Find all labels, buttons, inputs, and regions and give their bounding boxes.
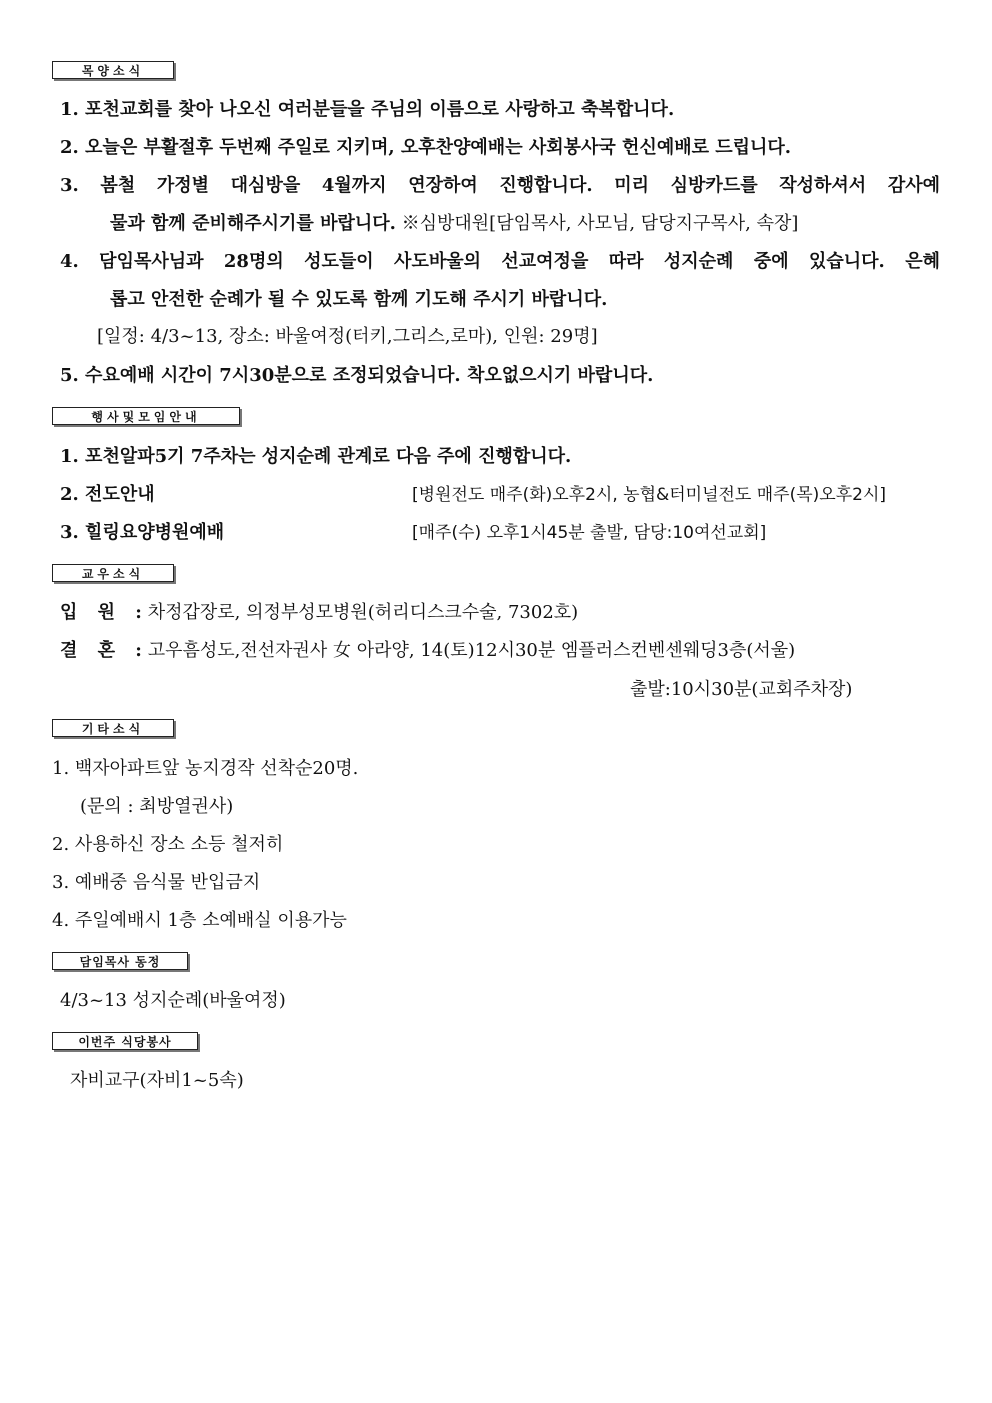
etc-item-1: 1. 백자아파트앞 농지경작 선착순20명. bbox=[52, 758, 359, 779]
pastoral-item-2: 2. 오늘은 부활절후 두번째 주일로 지키며, 오후찬양예배는 사회봉사국 헌신예배로 드립니다. bbox=[60, 137, 792, 158]
pastoral-item-3-cont-text: 물과 함께 준비해주시기를 바랍니다. bbox=[110, 213, 396, 234]
events-item-2-detail: [병원전도 매주(화)오후2시, 농협&터미널전도 매주(목)오후2시] bbox=[412, 485, 887, 505]
members-wedding bbox=[60, 638, 795, 664]
pastoral-item-3: 3. 봄철 가정별 대심방을 4월까지 연장하여 진행합니다. 미리 심방카드를 작성하셔서 감사예 bbox=[60, 175, 940, 196]
pastoral-item-4-schedule: [일정: 4/3~13, 장소: 바울여정(터키,그리스,로마), 인원: 29명] bbox=[97, 326, 598, 347]
pastoral-item-3-note: ※심방대원[담임목사, 사모님, 담당지구목사, 속장] bbox=[401, 213, 799, 234]
section-header-etc: 기타소식 bbox=[52, 719, 174, 737]
etc-item-3: 3. 예배중 음식물 반입금지 bbox=[52, 872, 261, 893]
events-item-1: 1. 포천알파5기 7주차는 성지순례 관계로 다음 주에 진행합니다. bbox=[60, 446, 572, 467]
pastoral-item-1: 1. 포천교회를 찾아 나오신 여러분들을 주님의 이름으로 사랑하고 축복합니다. bbox=[60, 99, 675, 120]
events-item-3-detail: [매주(수) 오후1시45분 출발, 담당:10여선교회] bbox=[412, 523, 767, 543]
pastoral-item-5: 5. 수요예배 시간이 7시30분으로 조정되었습니다. 착오없으시기 바랍니다. bbox=[60, 365, 654, 386]
section-header-members: 교우소식 bbox=[52, 564, 174, 582]
members-hospital-text: 차정갑장로, 의정부성모병원(허리디스크수술, 7302호) bbox=[147, 602, 579, 623]
etc-item-2: 2. 사용하신 장소 소등 철저히 bbox=[52, 834, 284, 855]
section-header-events: 행사및모임안내 bbox=[52, 407, 240, 425]
events-item-3: 3. 힐링요양병원예배 bbox=[60, 522, 225, 543]
members-wedding-departure: 출발:10시30분(교회주차장) bbox=[630, 679, 853, 700]
pastoral-item-4-cont: 롭고 안전한 순례가 될 수 있도록 함께 기도해 주시기 바랍니다. bbox=[110, 289, 608, 310]
pastor-schedule: 4/3~13 성지순례(바울여정) bbox=[60, 990, 286, 1011]
pastoral-item-4: 4. 담임목사님과 28명의 성도들이 사도바울의 선교여정을 따라 성지순례 중에 있습니다. 은혜 bbox=[60, 251, 940, 272]
members-hospital bbox=[60, 600, 578, 626]
etc-item-4: 4. 주일예배시 1층 소예배실 이용가능 bbox=[52, 910, 347, 931]
members-hospital-label: 입 원 : bbox=[60, 602, 142, 623]
members-wedding-label: 결 혼 : bbox=[60, 640, 142, 661]
section-header-pastoral: 목양소식 bbox=[52, 61, 174, 79]
section-header-pastor: 담임목사 동정 bbox=[52, 952, 188, 970]
etc-item-1-contact: (문의 : 최방열권사) bbox=[80, 796, 234, 817]
members-wedding-text: 고우흠성도,전선자권사 女 아라양, 14(토)12시30분 엠플러스컨벤센웨딩3층(서울) bbox=[147, 640, 796, 661]
events-item-2: 2. 전도안내 bbox=[60, 484, 155, 505]
pastoral-item-3-cont bbox=[110, 211, 798, 237]
cafeteria-team: 자비교구(자비1~5속) bbox=[70, 1070, 244, 1091]
section-header-cafeteria: 이번주 식당봉사 bbox=[52, 1032, 198, 1050]
